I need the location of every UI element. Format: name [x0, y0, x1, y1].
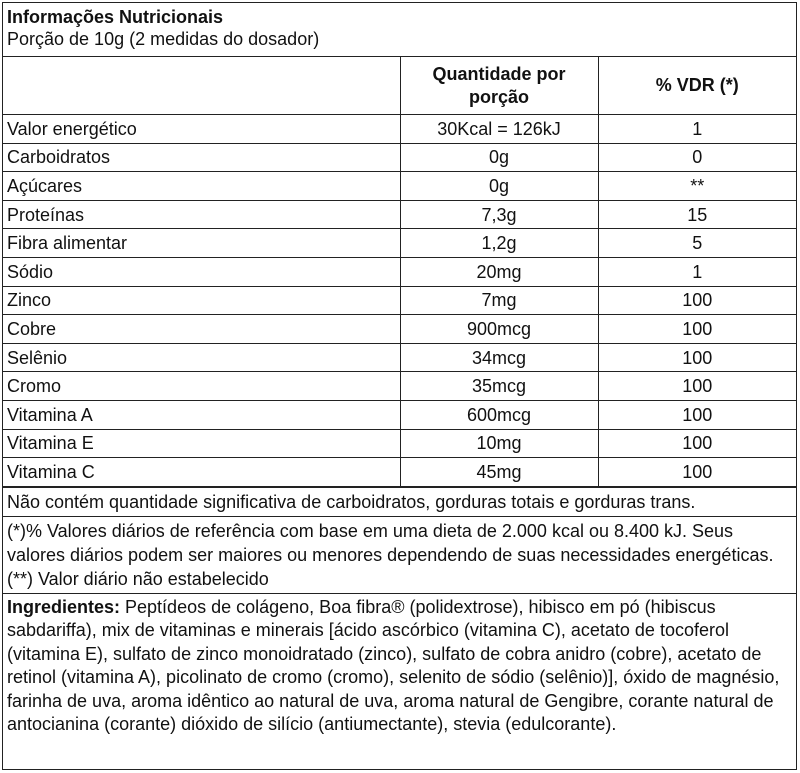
cell-vdr: 100: [598, 400, 796, 429]
cell-nutrient-name: Vitamina E: [3, 429, 400, 458]
cell-amount: 35mcg: [400, 372, 598, 401]
header-cell-nutrient: [3, 57, 400, 115]
table-row: [3, 343, 796, 372]
cell-amount: 7mg: [400, 286, 598, 315]
cell-amount: 20mg: [400, 257, 598, 286]
table-header-row: [3, 57, 796, 115]
cell-nutrient-name: Proteínas: [3, 200, 400, 229]
cell-nutrient-name: Carboidratos: [3, 143, 400, 172]
table-row: [3, 200, 796, 229]
table-row: [3, 400, 796, 429]
cell-vdr: 1: [598, 257, 796, 286]
notes-section: [3, 487, 796, 516]
cell-nutrient-name: Vitamina C: [3, 458, 400, 487]
cell-nutrient-name: Cobre: [3, 315, 400, 344]
ingredients-section: [3, 593, 796, 739]
cell-vdr: 100: [598, 286, 796, 315]
cell-nutrient-name: Sódio: [3, 257, 400, 286]
table-row: [3, 143, 796, 172]
cell-nutrient-name: Selênio: [3, 343, 400, 372]
cell-vdr: 100: [598, 315, 796, 344]
cell-vdr: 0: [598, 143, 796, 172]
note-not-significant: Não contém quantidade significativa de carboidratos, gorduras totais e gorduras trans.: [7, 491, 696, 512]
ingredients-label: Ingredientes:: [7, 596, 121, 617]
cell-vdr: 100: [598, 429, 796, 458]
table-row: [3, 315, 796, 344]
footnotes-section: [3, 516, 796, 593]
nutrition-header: [3, 3, 796, 57]
cell-vdr: 100: [598, 458, 796, 487]
footnote-vdr: (*)% Valores diários de referência com base em uma dieta de 2.000 kcal ou 8.400 kJ. Seus valores diários podem ser maiores ou menores dependendo de suas necessidades energéticas.: [7, 520, 774, 565]
table-row: [3, 172, 796, 201]
cell-vdr: 1: [598, 115, 796, 144]
cell-amount: 45mg: [400, 458, 598, 487]
table-row: [3, 372, 796, 401]
cell-vdr: 5: [598, 229, 796, 258]
cell-nutrient-name: Açúcares: [3, 172, 400, 201]
cell-nutrient-name: Vitamina A: [3, 400, 400, 429]
cell-vdr: 100: [598, 372, 796, 401]
cell-nutrient-name: Cromo: [3, 372, 400, 401]
table-row: [3, 257, 796, 286]
cell-amount: 600mcg: [400, 400, 598, 429]
serving-size: Porção de 10g (2 medidas do dosador): [7, 29, 320, 49]
nutrition-table: [3, 57, 796, 487]
table-row: [3, 458, 796, 487]
table-row: [3, 429, 796, 458]
nutrition-facts-panel: [2, 2, 797, 770]
cell-nutrient-name: Fibra alimentar: [3, 229, 400, 258]
cell-amount: 900mcg: [400, 315, 598, 344]
cell-nutrient-name: Zinco: [3, 286, 400, 315]
cell-amount: 30Kcal = 126kJ: [400, 115, 598, 144]
cell-vdr: 100: [598, 343, 796, 372]
table-row: [3, 115, 796, 144]
cell-amount: 10mg: [400, 429, 598, 458]
cell-amount: 0g: [400, 143, 598, 172]
cell-amount: 0g: [400, 172, 598, 201]
header-cell-amount: Quantidade por porção: [400, 57, 598, 115]
footnote-not-established: (**) Valor diário não estabelecido: [7, 568, 269, 589]
cell-vdr: **: [598, 172, 796, 201]
cell-vdr: 15: [598, 200, 796, 229]
cell-amount: 7,3g: [400, 200, 598, 229]
table-row: [3, 229, 796, 258]
cell-amount: 1,2g: [400, 229, 598, 258]
header-cell-vdr: % VDR (*): [598, 57, 796, 115]
table-row: [3, 286, 796, 315]
ingredients-text: Peptídeos de colágeno, Boa fibra® (polidextrose), hibisco em pó (hibiscus sabdariffa), mix de vitaminas e minerais [ácido ascórbico (vitamina C), acetato de tocoferol (vitamina E), sulfato de zinco monoidratado (zinco), sulfato de cobra anidro (cobre), acetato de retinol (vitamina A), picolinato de cromo (cromo), selenito de sódio (selênio)], óxido de magnésio, farinha de uva, aroma idêntico ao natural de uva, aroma natural de Gengibre, corante natural de antocianina (corante) dióxido de silício (antiumectante), stevia (edulcorante).: [7, 596, 780, 735]
cell-amount: 34mcg: [400, 343, 598, 372]
nutrition-title: Informações Nutricionais: [7, 7, 224, 27]
cell-nutrient-name: Valor energético: [3, 115, 400, 144]
